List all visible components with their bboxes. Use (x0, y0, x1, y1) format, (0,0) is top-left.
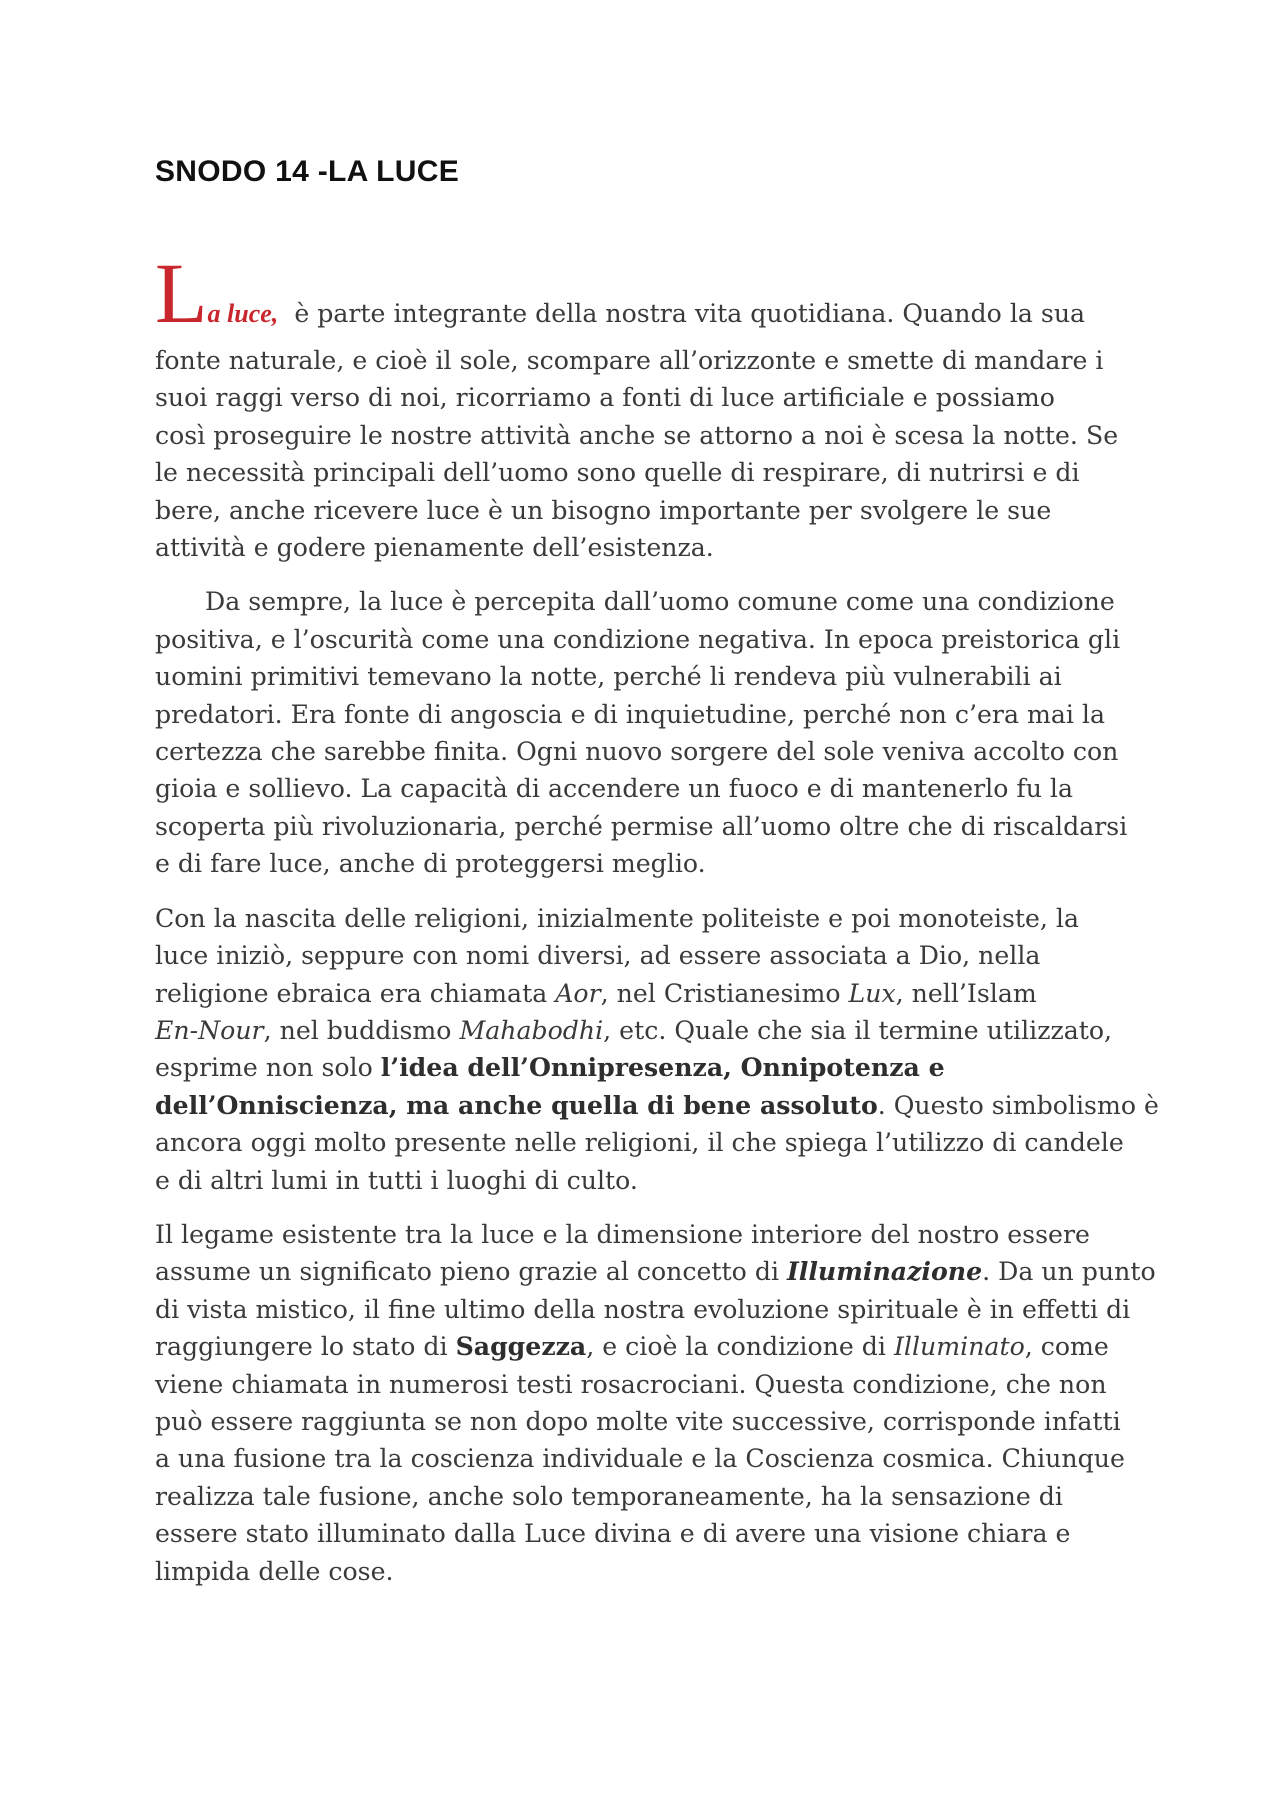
text-fragment: , etc. Quale che sia il termine utilizzato, (603, 1015, 1113, 1045)
text-fragment: esprime non solo (155, 1053, 381, 1083)
bold-italic-term (787, 1256, 982, 1286)
text-line: bere, anche ricevere luce è un bisogno importante per svolgere le sue (155, 495, 1052, 525)
term-en-nour: En-Nour (155, 1015, 264, 1045)
text-line (155, 1012, 1145, 1049)
text-line: essere stato illuminato dalla Luce divina e di avere una visione chiara e (155, 1519, 1071, 1549)
text-line: può essere raggiunta se non dopo molte vite successive, corrisponde infatti (155, 1406, 1121, 1436)
paragraph-2 (155, 583, 1145, 882)
text-line: le necessità principali dell’uomo sono quelle di respirare, di nutrirsi e di (155, 458, 1080, 488)
text-fragment: , e cioè la condizione di (586, 1332, 894, 1362)
text-line: a una fusione tra la coscienza individuale e la Coscienza cosmica. Chiunque (155, 1444, 1125, 1474)
text-line: luce iniziò, seppure con nomi diversi, ad essere associata a Dio, nella (155, 941, 1041, 971)
text-line: gioia e sollievo. La capacità di accendere un fuoco e di mantenerlo fu la (155, 774, 1074, 804)
text-line: realizza tale fusione, anche solo temporaneamente, ha la sensazione di (155, 1481, 1063, 1511)
text-line: ancora oggi molto presente nelle religioni, il che spiega l’utilizzo di candele (155, 1128, 1124, 1158)
text-line (155, 1087, 1159, 1124)
term-lux: Lux (848, 978, 896, 1008)
document-body (155, 245, 1159, 1607)
term-mahabodhi: Mahabodhi (459, 1015, 604, 1045)
paragraph-4 (155, 1216, 1156, 1590)
term-illuminato: Illuminato (893, 1332, 1025, 1362)
text-line: predatori. Era fonte di angoscia e di inquietudine, perché non c’era mai la (155, 699, 1106, 729)
text-line (155, 1253, 1156, 1290)
text-fragment: , nell’Islam (895, 978, 1037, 1008)
drop-cap: L (155, 245, 208, 341)
text-line: uomini primitivi temevano la notte, perché li rendeva più vulnerabili ai (155, 662, 1062, 692)
text-line: e di fare luce, anche di proteggersi meglio. (155, 849, 706, 879)
bold-text: dell’Onniscienza, ma anche quella di bene assoluto (155, 1089, 878, 1120)
text-line: e di altri lumi in tutti i luoghi di culto. (155, 1165, 638, 1195)
text-line: fonte naturale, e cioè il sole, scompare all’orizzonte e smette di mandare i (155, 346, 1104, 375)
text-fragment: Da sempre, la luce è percepita dall’uomo comune come una condizione (205, 587, 1115, 617)
text-line: di vista mistico, il fine ultimo della nostra evoluzione spirituale è in effetti di (155, 1294, 1131, 1324)
text-line: scoperta più rivoluzionaria, perché permise all’uomo oltre che di riscaldarsi (155, 811, 1128, 841)
paragraph-3 (155, 900, 1159, 1199)
text-line: suoi raggi verso di noi, ricorriamo a fonti di luce artificiale e possiamo (155, 383, 1055, 413)
text-fragment: . Questo simbolismo è (877, 1090, 1159, 1120)
text-line: Il legame esistente tra la luce e la dimensione interiore del nostro essere (155, 1219, 1090, 1249)
lead-words: a luce, (207, 299, 279, 328)
text-line (155, 1049, 1145, 1086)
term-aor: Aor (555, 978, 601, 1008)
text-line (155, 975, 1145, 1012)
text-fragment: , nel buddismo (263, 1015, 460, 1045)
paragraph-1 (155, 342, 1145, 566)
text-fragment: . Da un punto (982, 1257, 1156, 1287)
text-fragment: , come (1024, 1332, 1109, 1362)
term-illuminazione: Illuminazione (787, 1256, 983, 1287)
bold-text: l’idea dell’Onnipresenza, Onnipotenza e (380, 1052, 945, 1083)
term-saggezza: Saggezza (455, 1331, 587, 1362)
intro-text: è parte integrante della nostra vita quotidiana. Quando la sua (286, 299, 1086, 328)
text-fragment: raggiungere lo stato di (155, 1332, 456, 1362)
text-line (155, 583, 1145, 620)
text-line: così proseguire le nostre attività anche se attorno a noi è scesa la notte. Se (155, 420, 1119, 450)
text-fragment: assume un significato pieno grazie al concetto di (155, 1257, 788, 1287)
text-line: attività e godere pienamente dell’esistenza. (155, 533, 714, 563)
text-fragment: religione ebraica era chiamata (155, 978, 556, 1008)
text-line: viene chiamata in numerosi testi rosacrociani. Questa condizione, che non (155, 1369, 1107, 1399)
text-fragment: , nel Cristianesimo (600, 978, 849, 1008)
text-line: Con la nascita delle religioni, inizialmente politeiste e poi monoteiste, la (155, 903, 1079, 933)
text-line: limpida delle cose. (155, 1556, 394, 1586)
page-title: SNODO 14 -LA LUCE (155, 155, 460, 188)
text-line: certezza che sarebbe finita. Ogni nuovo sorgere del sole veniva accolto con (155, 737, 1119, 767)
intro-line (155, 245, 1145, 341)
text-line (155, 1328, 1145, 1365)
text-line: positiva, e l’oscurità come una condizione negativa. In epoca preistorica gli (155, 624, 1121, 654)
